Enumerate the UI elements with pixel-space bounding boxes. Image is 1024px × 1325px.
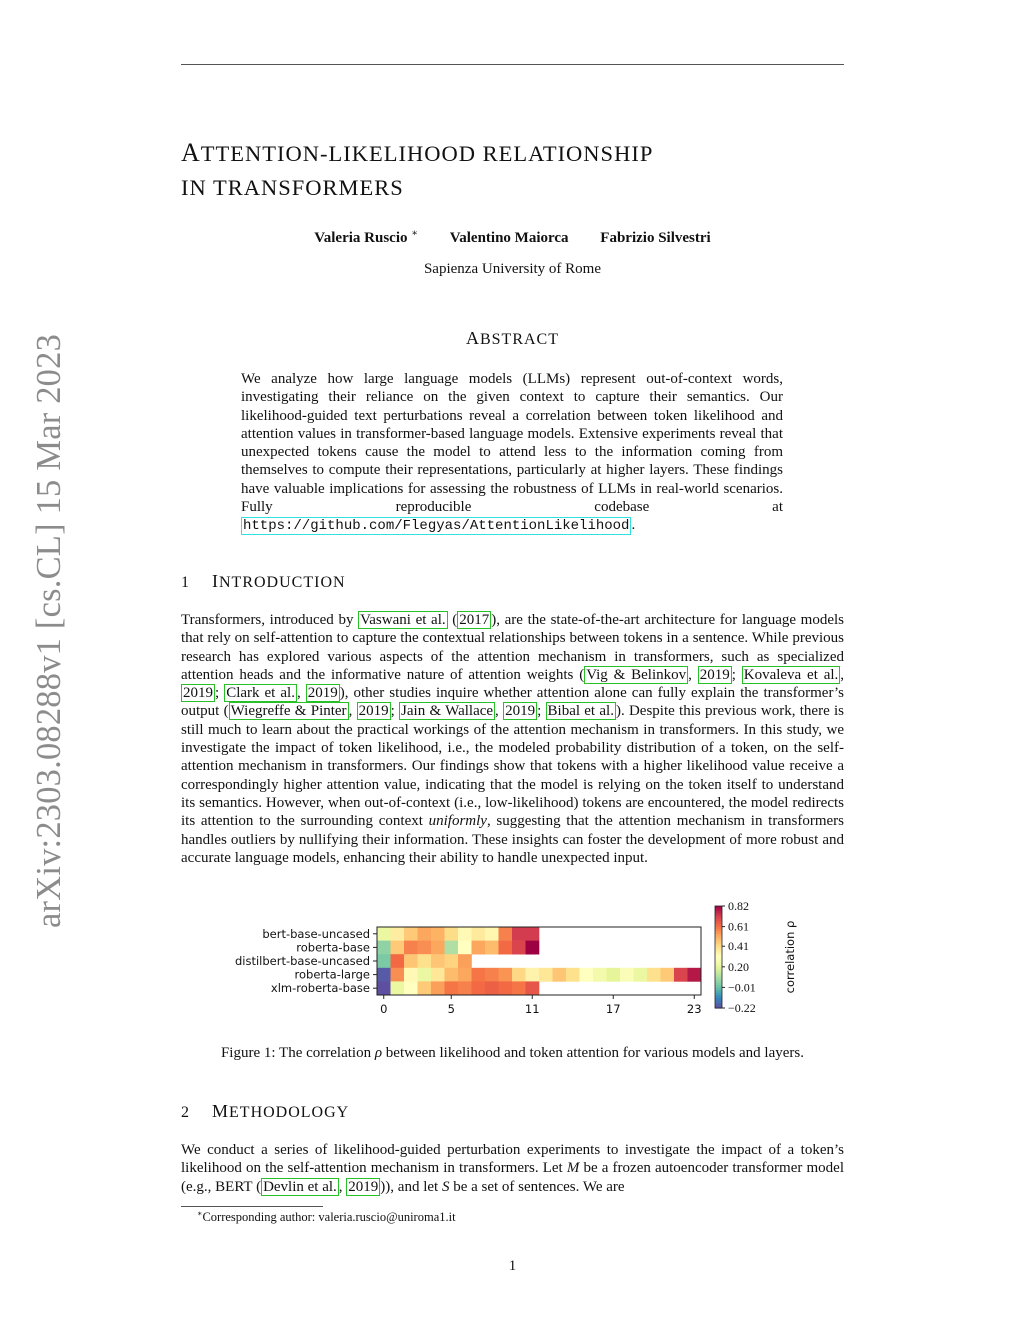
top-rule (181, 64, 844, 65)
heatmap-cell (512, 941, 526, 955)
colorbar-tick-label: 0.82 (728, 899, 749, 913)
footnote-rule (181, 1206, 323, 1207)
section-introduction-heading: 1 INTRODUCTION (181, 571, 346, 591)
heatmap-cell (458, 968, 472, 982)
heatmap-cell (404, 981, 418, 995)
heatmap-cell (458, 927, 472, 941)
heatmap-cell (526, 968, 540, 982)
heatmap-cell (539, 968, 553, 982)
heatmap-cell (458, 954, 472, 968)
citation-link[interactable]: Vaswani et al. (360, 612, 446, 628)
heatmap-cell (499, 941, 513, 955)
citation-link[interactable]: Kovaleva et al. (743, 666, 839, 683)
heatmap-cell (512, 981, 526, 995)
heatmap-cell (580, 968, 594, 982)
heatmap-cell (458, 941, 472, 955)
y-tick-label: bert-base-uncased (262, 926, 370, 941)
citation-link[interactable]: 2017 (459, 612, 490, 628)
heatmap-cell (431, 941, 445, 955)
figure-caption: Figure 1: The correlation ρ between likelihood and token attention for various models and layers. (220, 1045, 805, 1061)
x-tick-label: 11 (524, 1002, 540, 1016)
heatmap-cell (445, 954, 459, 968)
heatmap-cell (553, 968, 567, 982)
heatmap-cell (512, 927, 526, 941)
colorbar-tick-label: 0.41 (728, 939, 749, 954)
y-tick-label: distilbert-base-uncased (234, 954, 370, 968)
heatmap-cell (431, 981, 445, 995)
heatmap-cell (418, 941, 432, 955)
heatmap-cell (499, 927, 513, 941)
citation-link[interactable]: Clark et al. (226, 685, 295, 702)
heatmap-cell (418, 954, 432, 968)
heatmap-cell (526, 981, 540, 995)
x-tick-label: 17 (605, 1002, 621, 1016)
x-tick-label: 0 (380, 1002, 388, 1016)
heatmap-cell (404, 968, 418, 982)
heatmap-cell (607, 968, 621, 982)
citation-link[interactable]: 2019 (699, 666, 730, 683)
heatmap-cell (404, 954, 418, 968)
y-tick-label: roberta-large (294, 967, 370, 982)
heatmap-cell (445, 927, 459, 941)
heatmap-cell (445, 981, 459, 995)
author-footnote-mark: ∗ (411, 228, 419, 239)
heatmap-cell (431, 954, 445, 968)
citation-link[interactable]: Vig & Belinkov (586, 666, 687, 683)
citation-link[interactable]: Devlin et al. (263, 1178, 337, 1195)
heatmap-cell (485, 927, 499, 941)
citation-link[interactable]: 2019 (183, 685, 213, 702)
x-tick-label: 5 (447, 1002, 455, 1016)
heatmap-cell (377, 954, 391, 968)
citation-link[interactable]: 2019 (505, 703, 536, 720)
heatmap-cell (634, 968, 648, 982)
correlation-heatmap (181, 895, 844, 1025)
y-tick-label: xlm-roberta-base (270, 981, 370, 996)
heatmap-cell (566, 968, 580, 982)
heatmap-cell (418, 968, 432, 982)
heatmap-cell (499, 968, 513, 982)
citation-link[interactable]: Wiegreffe & Pinter (230, 703, 347, 720)
heatmap-cell (404, 927, 418, 941)
colorbar-tick-label: −0.22 (728, 1001, 756, 1015)
heatmap-cell (377, 927, 391, 941)
heatmap-cell (526, 941, 540, 955)
heatmap-cell (647, 968, 661, 982)
affiliation: Sapienza University of Rome (423, 261, 602, 277)
page-number: 1 (508, 1258, 517, 1274)
introduction-paragraph: Transformers, introduced by Vaswani et al. ( 2017 ), are the state-of-the-art architecture for language models that rely on self-attention to capture the contextual relationships between tokens in a sentence. While previous research has explored various aspects of the attention mechanism in transformers, such as specialized attention heads and the informative nature of attention weights ( Vig & Belinkov , 2019 ; Kovaleva et al. , 2019 ; Clark et al. , 2019 ), other studies inquire whether attention alone can fully explain the transformer’s output ( Wiegreffe & Pinter , 2019 ; Jain & Wallace , 2019 ; Bibal et al. ). Despite this previous work, there is still much to learn about the practical workings of the attention mechanism in transformers. In this study, we investigate the impact of token likelihood, i.e., the modeled probability distribution of a token, on the self-attention mechanism in transformers. Our findings show that tokens with a higher likelihood value receive a correspondingly higher attention value, indicating that the model is relying on the token itself to understand its semantics. However, when out-of-context (i.e., low-likelihood) tokens are encountered, the model redirects its attention to the surrounding context uniformly, suggesting that the attention mechanism in transformers handles outliers by nullifying their information. These insights can foster the development of more robust and accurate language models, enhancing their ability to handle unexpected input. (181, 612, 845, 866)
heatmap-cell (472, 927, 486, 941)
citation-link[interactable]: 2019 (358, 703, 389, 720)
heatmap-cell (431, 927, 445, 941)
heatmap-cell (526, 927, 540, 941)
abstract-heading: ABSTRACT (465, 328, 559, 348)
x-tick-label: 23 (686, 1002, 702, 1016)
heatmap-cell (391, 981, 405, 995)
author-2: Valentino Maiorca (449, 230, 569, 246)
heatmap-cell (661, 968, 675, 982)
heatmap-cell (485, 941, 499, 955)
heatmap-cell (445, 968, 459, 982)
paper-title (181, 136, 653, 205)
footnote: ∗Corresponding author: valeria.ruscio@uniroma1.it (197, 1209, 456, 1225)
title-line-2: IN TRANSFORMERS (181, 175, 404, 200)
citation-link[interactable]: Jain & Wallace (401, 703, 494, 720)
heatmap-cell (391, 941, 405, 955)
heatmap-cell (620, 968, 634, 982)
abstract-text: We analyze how large language models (LLMs) represent out-of-context words, investigating their reliance on the given context to capture their semantics. Our likelihood-guided text perturbations reveal a correlation between token likelihood and attention values in transformer-based language models. Extensive experiments reveal that unexpected tokens cause the model to attend less to the information coming from themselves to compute their representations, particularly at higher layers. These findings have valuable implications for assessing the robustness of LLMs in real-world scenarios. Fully reproducible codebase at https://github.com/Flegyas/AttentionLikelihood . (241, 371, 783, 535)
heatmap-cell (593, 968, 607, 982)
heatmap-cell (445, 941, 459, 955)
section-methodology-heading: 2 METHODOLOGY (181, 1101, 350, 1121)
heatmap-cell (688, 968, 702, 982)
arxiv-identifier: arXiv:2303.08288v1 [cs.CL] 15 Mar 2023 (30, 333, 68, 928)
author-1: Valeria Ruscio ∗ (314, 228, 419, 246)
heatmap-cell (485, 981, 499, 995)
citation-link[interactable]: Bibal et al. (547, 703, 614, 720)
colorbar-label: correlation ρ (783, 920, 797, 994)
heatmap-cell (431, 968, 445, 982)
heatmap-cell (418, 927, 432, 941)
heatmap-cell (472, 941, 486, 955)
citation-link[interactable]: 2019 (307, 685, 338, 702)
heatmap-cell (674, 968, 688, 982)
heatmap-cell (499, 981, 513, 995)
heatmap-cell (512, 968, 526, 982)
heatmap-cell (418, 981, 432, 995)
heatmap-cell (458, 981, 472, 995)
y-tick-label: roberta-base (296, 940, 370, 955)
heatmap-cell (472, 968, 486, 982)
heatmap-cell (404, 941, 418, 955)
heatmap-cell (377, 941, 391, 955)
title-initial: A (181, 138, 201, 167)
codebase-link[interactable]: https://github.com/Flegyas/AttentionLikelihood (243, 518, 630, 535)
heatmap-cell (485, 968, 499, 982)
heatmap-cell (391, 927, 405, 941)
heatmap-cell (377, 981, 391, 995)
methodology-paragraph: We conduct a series of likelihood-guided perturbation experiments to investigate the impact of a token’s likelihood on the self-attention mechanism in transformers. Let M be a frozen autoencoder transformer model (e.g., BERT ( Devlin et al. , 2019 )), and let S be a set of sentences. We are (181, 1142, 844, 1195)
heatmap-cell (472, 981, 486, 995)
heatmap-cell (377, 968, 391, 982)
heatmap-cell (391, 954, 405, 968)
heatmap-cell (391, 968, 405, 982)
citation-link[interactable]: 2019 (348, 1178, 379, 1195)
title-line-1: TTENTION-LIKELIHOOD RELATIONSHIP (200, 141, 654, 166)
figure-1 (181, 895, 844, 1025)
colorbar-tick-label: 0.61 (728, 919, 749, 934)
author-list (181, 228, 844, 247)
colorbar-tick-label: 0.20 (728, 959, 749, 974)
author-3: Fabrizio Silvestri (600, 230, 711, 246)
colorbar-tick-label: −0.01 (728, 980, 756, 995)
